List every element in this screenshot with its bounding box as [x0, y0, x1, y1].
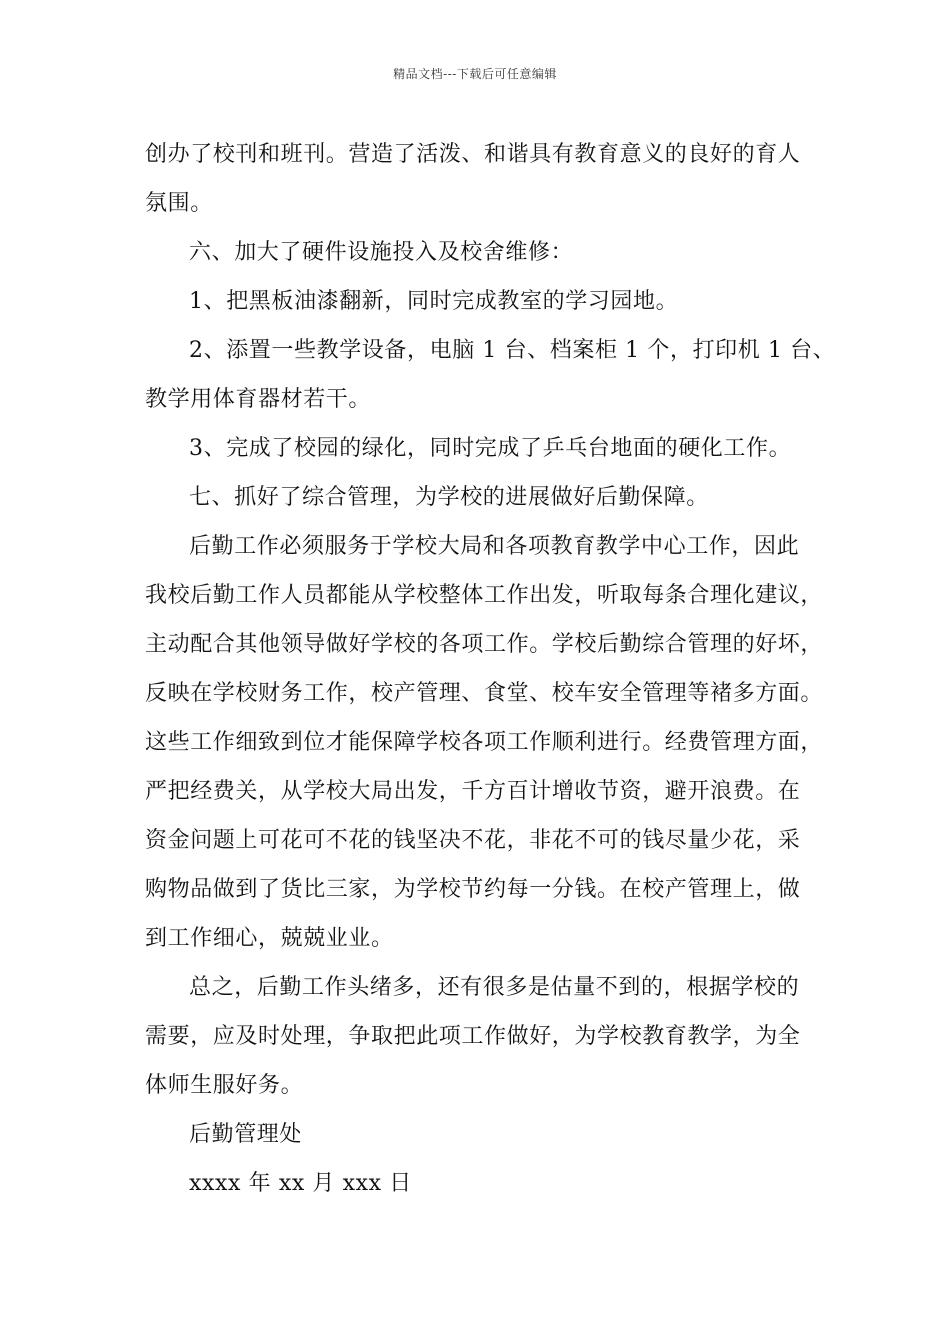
- text-line: 主动配合其他领导做好学校的各项工作。学校后勤综合管理的好坏，: [145, 632, 824, 657]
- text-line: 创办了校刊和班刊。营造了活泼、和谐具有教育意义的良好的育人: [145, 142, 801, 167]
- signature-date: xxxx 年 xx 月 xxx 日: [189, 1171, 412, 1196]
- list-item: 2、添置一些教学设备，电脑 1 台、档案柜 1 个，打印机 1 台、: [189, 338, 836, 363]
- section-heading: 六、加大了硬件设施投入及校舍维修：: [189, 240, 574, 265]
- list-item: 3、完成了校园的绿化，同时完成了乒乓台地面的硬化工作。: [189, 436, 792, 461]
- text-line: 反映在学校财务工作，校产管理、食堂、校车安全管理等褚多方面。: [145, 681, 824, 706]
- text-line: 教学用体育器材若干。: [145, 387, 372, 412]
- list-item: 1、把黑板油漆翻新，同时完成教室的学习园地。: [189, 289, 679, 314]
- text-line: 需要，应及时处理，争取把此项工作做好，为学校教育教学，为全: [145, 1024, 801, 1049]
- section-heading: 七、抓好了综合管理，为学校的进展做好后勤保障。: [189, 485, 709, 510]
- document-body: [145, 130, 836, 1208]
- text-line: 这些工作细致到位才能保障学校各项工作顺利进行。经费管理方面，: [145, 730, 824, 755]
- text-line: 购物品做到了货比三家，为学校节约每一分钱。在校产管理上，做: [145, 877, 801, 902]
- text-line: 体师生服好务。: [145, 1073, 304, 1098]
- text-line: 氛围。: [145, 191, 213, 216]
- text-line: 资金问题上可花可不花的钱坚决不花，非花不可的钱尽量少花，采: [145, 828, 801, 853]
- text-line: 总之，后勤工作头绪多，还有很多是估量不到的，根据学校的: [189, 975, 800, 1000]
- page-header: 精品文档---下载后可任意编辑: [393, 67, 557, 81]
- text-line: 后勤工作必须服务于学校大局和各项教育教学中心工作，因此: [189, 534, 800, 559]
- text-line: 我校后勤工作人员都能从学校整体工作出发，听取每条合理化建议，: [145, 583, 824, 608]
- text-line: 到工作细心，兢兢业业。: [145, 926, 394, 951]
- text-line: 严把经费关，从学校大局出发，千方百计增收节资，避开浪费。在: [145, 779, 801, 804]
- signature-department: 后勤管理处: [189, 1122, 303, 1147]
